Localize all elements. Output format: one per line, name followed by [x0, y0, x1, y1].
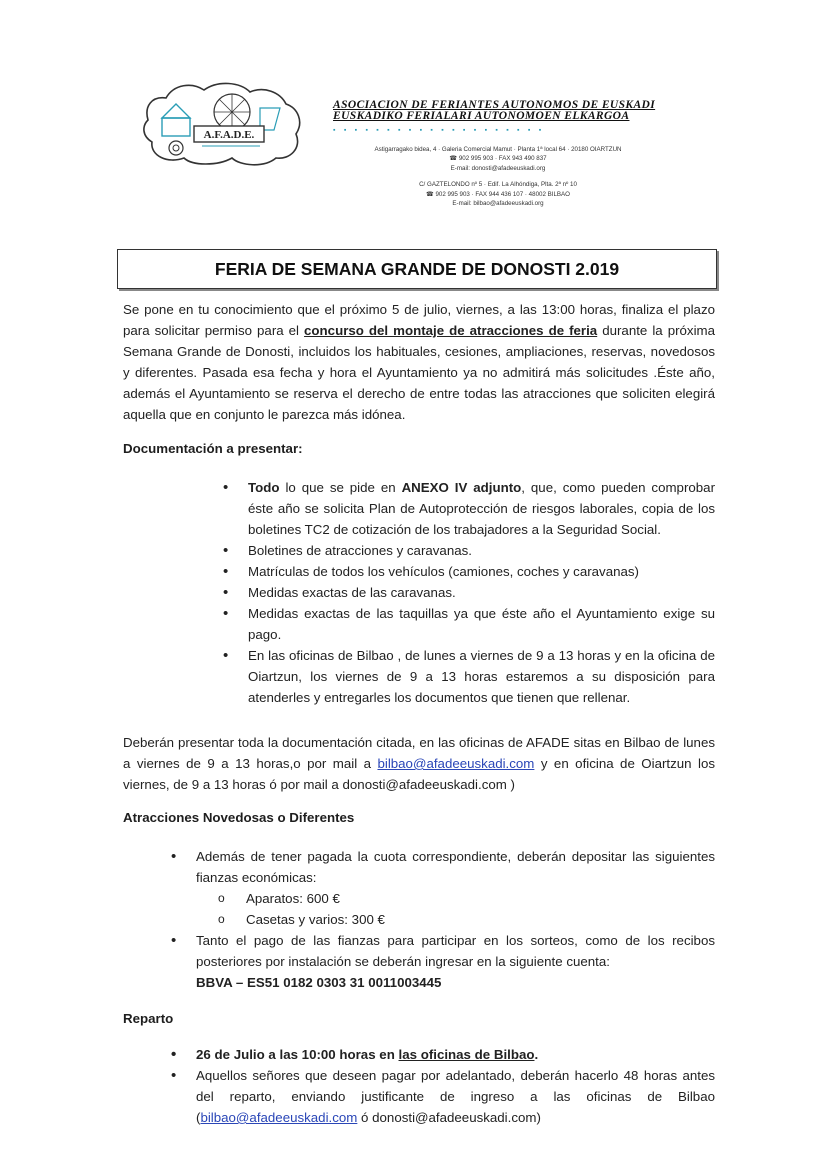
association-name-eu: EUSKADIKO FERIALARI AUTONOMOEN ELKARGOA [333, 110, 630, 122]
title-box [117, 249, 717, 289]
logo-graphic [140, 78, 310, 170]
reparto-heading: Reparto [123, 1011, 174, 1026]
document-title: FERIA DE SEMANA GRANDE DE DONOSTI 2.019 [214, 258, 620, 279]
list-item: • Boletines de atracciones y caravanas. [248, 540, 715, 561]
reparto-list [196, 1044, 715, 1128]
deposit-aparatos: o Aparatos: 600 € [196, 888, 715, 909]
bilbao-email-link[interactable]: bilbao@afadeeuskadi.com [200, 1110, 358, 1125]
submission-text-start: Deberán presentar toda la documentación citada, en las oficinas de AFADE sitas en Bilbao de lunes a viernes de 9 a 13 horas,o por mail a [123, 735, 715, 771]
novedosas-list [196, 846, 715, 993]
association-name [333, 100, 693, 135]
list-item [196, 846, 715, 930]
item-text: Además de tener pagada la cuota correspondiente, deberán depositar las siguientes fianzas económicas: [196, 849, 715, 885]
logo-text: A.F.A.D.E. [203, 129, 255, 141]
list-item [196, 930, 715, 993]
documentation-list [248, 477, 715, 708]
submission-paragraph [123, 732, 715, 795]
contest-phrase: concurso del montaje de atracciones de feria [304, 323, 598, 338]
item-text: 26 de Julio a las 10:00 horas en [196, 1047, 399, 1062]
novedosas-heading: Atracciones Novedosas o Diferentes [123, 810, 355, 825]
oiartzun-address: Astigarragako bidea, 4 · Galeria Comercial Mamut · Planta 1ª local 64 · 20180 OIARTZUN [374, 146, 622, 153]
list-item [248, 477, 715, 540]
list-item: • Medidas exactas de las taquillas ya que éste año el Ayuntamiento exige su pago. [248, 603, 715, 645]
intro-text-start: Se pone en tu conocimiento que el próximo 5 de julio, viernes, a las 13:00 horas, finaliza el plazo para solicitar permiso para el [123, 302, 715, 338]
list-item: • Medidas exactas de las caravanas. [248, 582, 715, 603]
oiartzun-email: E-mail: donosti@afadeeuskadi.org [450, 164, 546, 172]
submission-text-end: y en oficina de Oiartzun los viernes, de 9 a 13 horas ó por mail a donosti@afadeeuskadi.com ) [123, 756, 715, 792]
decorative-dots: ▪ ▪ ▪ ▪ ▪ ▪ ▪ ▪ ▪ ▪ ▪ ▪ ▪ ▪ ▪ ▪ ▪ ▪ ▪ ▪ [333, 127, 545, 134]
list-item [196, 1044, 715, 1065]
item-text: Tanto el pago de las fianzas para participar en los sorteos, como de los recibos posteriores por instalación se deberán ingresar en la siguiente cuenta: [196, 933, 715, 969]
bilbao-address: C/ GAZTELONDO nº 5 · Edif. La Alhóndiga, Plta. 2ª nº 10 [419, 181, 577, 189]
bilbao-phone: ☎ 902 995 903 · FAX 944 436 107 · 48002 BILBAO [426, 190, 570, 198]
bilbao-email-link[interactable]: bilbao@afadeeuskadi.com [377, 756, 535, 771]
item-text: . [534, 1047, 539, 1062]
oiartzun-phone: ☎ 902 995 903 · FAX 943 490 837 [449, 155, 547, 163]
todo-text: Todo [248, 480, 280, 495]
bilbao-offices-text: las oficinas de Bilbao [398, 1047, 535, 1062]
item-text: , que, como pueden comprobar éste año se solicita Plan de Autoprotección de riesgos laborales, copia de los boletines TC2 de cotización de los trabajadores a la Seguridad Social. [248, 480, 715, 537]
item-text: Aquellos señores que deseen pagar por adelantado, deberán hacerlo 48 horas antes del reparto, enviando justificante de ingreso a las oficinas de Bilbao ( [196, 1068, 715, 1125]
bank-account: BBVA – ES51 0182 0303 31 0011003445 [196, 975, 442, 990]
bilbao-email: E-mail: bilbao@afadeeuskadi.org [452, 200, 544, 208]
afade-logo [140, 78, 310, 170]
documentation-heading: Documentación a presentar: [123, 441, 303, 456]
intro-text-end: durante la próxima Semana Grande de Donosti, incluidos los habituales, cesiones, ampliaciones, reservas, novedosos y diferentes. Pasada esa fecha y hora el Ayuntamiento ya no admitirá más solicitudes .Éste año, además el Ayuntamiento se reserva el derecho de entre todas las atracciones que soliciten elegirá aquella que en conjunto le parezca más idónea. [123, 323, 715, 422]
deposit-sublist [196, 888, 715, 930]
office-addresses [333, 145, 663, 208]
item-text: ó donosti@afadeeuskadi.com) [357, 1110, 541, 1125]
intro-paragraph [123, 299, 715, 425]
list-item: • Matrículas de todos los vehículos (camiones, coches y caravanas) [248, 561, 715, 582]
list-item [196, 1065, 715, 1128]
list-item: • En las oficinas de Bilbao , de lunes a viernes de 9 a 13 horas y en la oficina de Oiartzun, los viernes de 9 a 13 horas estaremos a su disposición para atenderles y entregarles los documentos que tienen que rellenar. [248, 645, 715, 708]
deposit-casetas: o Casetas y varios: 300 € [196, 909, 715, 930]
item-text: lo que se pide en [279, 480, 402, 495]
annex-text: ANEXO IV adjunto [401, 480, 522, 495]
association-name-es: ASOCIACION DE FERIANTES AUTONOMOS DE EUSKADI [333, 99, 656, 111]
